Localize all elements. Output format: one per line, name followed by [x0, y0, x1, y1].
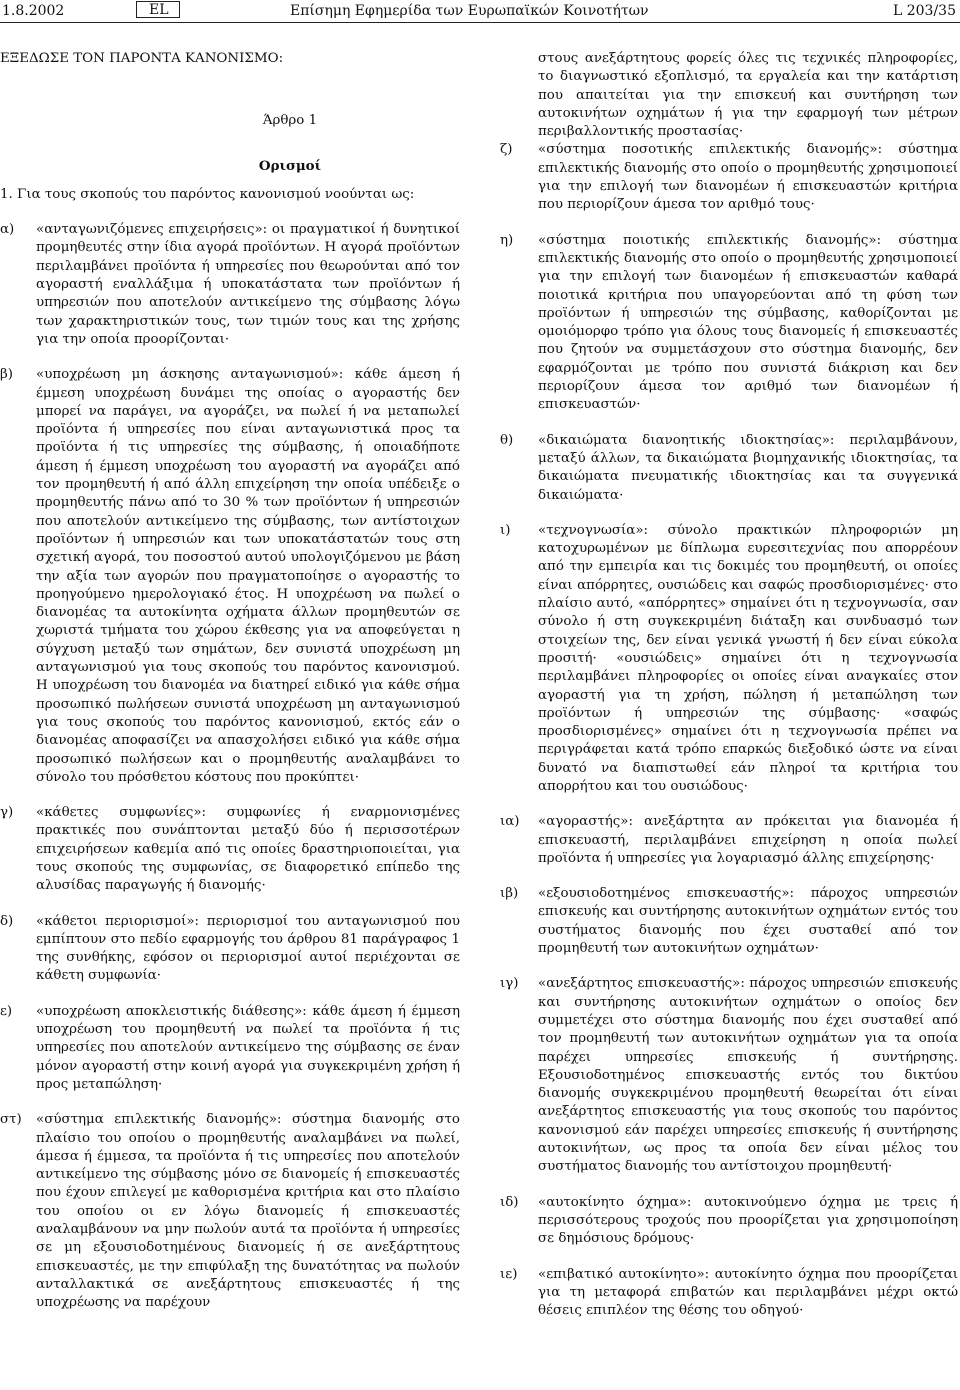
journal-title: Επίσημη Εφημερίδα των Ευρωπαϊκών Κοινοτήτων — [290, 3, 649, 19]
left-column — [0, 50, 460, 1313]
definition-st — [0, 1111, 460, 1312]
definition-label: δ) — [0, 913, 14, 929]
definition-iota — [500, 522, 958, 796]
article-number: Άρθρο 1 — [262, 113, 318, 129]
definition-label: στ) — [0, 1112, 22, 1128]
definition-label: α) — [0, 222, 15, 238]
definition-ib — [500, 885, 958, 958]
header-date: 1.8.2002 — [2, 3, 65, 19]
definition-text: «σύστημα ποσοτικής επιλεκτικής διανομής»: σύστημα επιλεκτικής διανομής στο οποίο ο προμηθευτής χρησιμοποιεί για την επιλογή των διανομέων ή επισκευαστών κριτήρια που περιορίζουν άμεσα τον αριθμό τους· — [538, 142, 958, 213]
definition-label: ιδ) — [500, 1194, 519, 1210]
definition-label: ιβ) — [500, 886, 519, 902]
definition-label: ε) — [0, 1003, 13, 1019]
definition-ie — [500, 1266, 958, 1321]
definition-label: β) — [0, 367, 13, 383]
definition-text: «κάθετοι περιορισμοί»: περιορισμοί του ανταγωνισμού που εμπίπτουν στο πεδίο εφαρμογής του άρθρου 81 παράγραφος 1 της συνθήκης, εφόσον οι περιορισμοί αυτοί περιέχονται σε κάθετη συμφωνία· — [36, 913, 460, 984]
definition-label: ια) — [500, 814, 520, 830]
definition-th — [500, 432, 958, 505]
definition-text: «επιβατικό αυτοκίνητο»: αυτοκίνητο όχημα που προορίζεται για τη μεταφορά επιβατών και περιλαμβάνει μέχρι οκτώ θέσεις επιπλέον της θέσης του οδηγού· — [538, 1266, 958, 1319]
definition-ia — [500, 813, 958, 868]
definition-id — [500, 1194, 958, 1249]
definition-text: «υποχρέωση μη άσκησης ανταγωνισμού»: κάθε άμεση ή έμμεση υποχρέωση δυνάμει της οποίας ο αγοραστής δεν μπορεί να παράγει, να αγοράζει, να πωλεί ή να μεταπωλεί προϊόντα ή υπηρεσίες που είναι ανταγωνιστικά προς τα προϊόντα ή τις υπηρεσίες της σύμβασης, ή οποιαδήποτε άμεση ή έμμεση υποχρέωση του αγοραστή να αγοράζει από τον προμηθευτή ή από άλλη επιχείρηση την οποία υπέδειξε ο προμηθευτής πάνω από το 30 % των προϊόντων ή υπηρεσιών που αποτελούν αντικείμενο της σύμβασης, των αντίστοιχων προϊόντων ή υπηρεσιών και των υποκατάστατών τους στη σχετική αγορά, του ποσοστού αυτού υπολογιζόμενου με βάση την αξία των αγορών που πραγματοποίησε ο αγοραστής το προηγούμενο ημερολογιακό έτος. Η υποχρέωση να πωλεί ο διανομέας τα αυτοκίνητα οχήματα άλλων προμηθευτών σε χωριστά τμήματα του χώρου έκθεσης για να αποφεύγεται η σύγχυση μεταξύ των σημάτων, δεν συνιστά υποχρέωση μη ανταγωνισμού για τους σκοπούς του παρόντος κανονισμού. Η υποχρέωση του διανομέα να διατηρεί ειδικό για κάθε σήμα προσωπικό πωλήσεων συνιστά υποχρέωση μη ανταγωνισμού για τους σκοπούς του παρόντος κανονισμού, εκτός εάν ο διανομέας αποφασίζει να απασχολήσει ειδικό για κάθε σήμα προσωπικό πωλήσεων και ο προμηθευτής αναλαμβάνει το σύνολο του πρόσθετου κόστους που προκύπτει· — [36, 367, 460, 785]
definition-text: «εξουσιοδοτημένος επισκευαστής»: πάροχος υπηρεσιών επισκευής και συντήρησης αυτοκινήτων οχημάτων εντός του συστήματος διανομής που έχει συσταθεί από τον προμηθευτή των αυτοκινήτων οχημάτων· — [538, 886, 958, 957]
definition-label: ιγ) — [500, 976, 519, 992]
definition-label: ιε) — [500, 1266, 518, 1282]
paragraph-1: 1. Για τους σκοπούς του παρόντος κανονισμού νοούνται ως: — [0, 186, 415, 202]
right-column — [500, 50, 958, 1320]
definition-a — [0, 221, 460, 349]
article-heading: Ορισμοί — [258, 157, 322, 174]
definition-ig — [500, 975, 958, 1176]
definition-c — [0, 804, 460, 895]
definition-i — [500, 232, 958, 415]
definition-label: ι) — [500, 522, 511, 538]
journal-header — [0, 0, 960, 23]
definition-b — [0, 366, 460, 787]
definition-text: «υποχρέωση αποκλειστικής διάθεσης»: κάθε άμεση ή έμμεση υποχρέωση του προμηθευτή να πωλεί τα προϊόντα ή τις υπηρεσίες που αποτελούν αντικείμενο της σύμβασης σε έναν μόνον αγοραστή στην κοινή αγορά για συγκεκριμένη χρήση ή προς μεταπώληση· — [36, 1003, 460, 1092]
definition-d — [0, 913, 460, 986]
definition-text: «ανταγωνιζόμενες επιχειρήσεις»: οι πραγματικοί ή δυνητικοί προμηθευτές στην ίδια αγορά προϊόντων. Η αγορά προϊόντων περιλαμβάνει προϊόντα ή υπηρεσίες που θεωρούνται από τον αγοραστή εναλλάξιμα ή υποκατάστατα των προϊόντων ή υπηρεσιών που αποτελούν αντικείμενο της σύμβασης λόγω των χαρακτηριστικών τους, των τιμών τους και της χρήσης για την οποία προορίζονται· — [36, 222, 460, 347]
definition-text: «αυτοκίνητο όχημα»: αυτοκινούμενο όχημα με τρεις ή περισσότερους τροχούς που προορίζεται για χρησιμοποίηση σε δημόσιους δρόμους· — [538, 1194, 958, 1247]
definition-text: «κάθετες συμφωνίες»: συμφωνίες ή εναρμονισμένες πρακτικές που συνάπτονται μεταξύ δύο ή περισσοτέρων επιχειρήσεων καθεμία από τις οποίες δραστηριοποιείται, για τους σκοπούς της συμφωνίας, σε διαφορετικό επίπεδο της αλυσίδας παραγωγής ή διανομής· — [36, 805, 460, 894]
definition-text: «σύστημα ποιοτικής επιλεκτικής διανομής»: σύστημα επιλεκτικής διανομής στο οποίο ο προμηθευτής χρησιμοποιεί για την επιλογή των διανομέων ή επισκευαστών καθαρά ποιοτικά κριτήρια που υπαγορεύονται από τη φύση των προϊόντων ή υπηρεσιών της σύμβασης, καθορίζονται με ομοιόμορφο τρόπο για όλους τους διανομείς ή επισκευαστές που ζητούν να συμμετάσχουν στο σύστημα διανομής, δεν εφαρμόζονται με τρόπο που συνιστά διάκριση και δεν περιορίζουν άμεσα τον αριθμό των διανομέων ή επισκευαστών· — [538, 232, 958, 413]
page-reference: L 203/35 — [893, 3, 956, 19]
definition-text: «δικαιώματα διανοητικής ιδιοκτησίας»: περιλαμβάνουν, μεταξύ άλλων, τα δικαιώματα βιομηχανικής ιδιοκτησίας, τα δικαιώματα πνευματικής ιδιοκτησίας και τα συγγενικά δικαιώματα· — [538, 432, 958, 503]
definition-text: «σύστημα επιλεκτικής διανομής»: σύστημα διανομής στο πλαίσιο του οποίου ο προμηθευτής αναλαμβάνει να πωλεί, άμεσα ή έμμεσα, τα προϊόντα ή τις υπηρεσίες που αποτελούν αντικείμενο της σύμβασης μόνο σε διανομείς ή επισκευαστές που έχουν επιλεγεί με καθορισμένα κριτήρια και στο πλαίσιο του οποίου οι εν λόγω διανομείς ή επισκευαστές αναλαμβάνουν να μην πωλούν αυτά τα προϊόντα ή υπηρεσίες σε μη εξουσιοδοτημένους διανομείς ή σε ανεξάρτητους επισκευαστές, με την επιφύλαξη της δυνατότητας να πωλούν ανταλλακτικά σε ανεξάρτητους επισκευαστές ή της υποχρέωσης να παρέχουν — [36, 1112, 460, 1311]
definition-label: ζ) — [500, 142, 513, 158]
definition-z — [500, 141, 958, 214]
definition-label: θ) — [500, 432, 514, 448]
language-badge: EL — [136, 1, 180, 18]
definition-st-continuation: στους ανεξάρτητους φορείς όλες τις τεχνικές πληροφορίες, το διαγνωστικό εξοπλισμό, τα εργαλεία και την κατάρτιση που απαιτείται για την επισκευή και συντήρηση των αυτοκινήτων οχημάτων ή για την εφαρμογή των μέτρων περιβαλλοντικής προστασίας· — [538, 51, 958, 140]
definition-label: η) — [500, 232, 514, 248]
definition-text: «αγοραστής»: ανεξάρτητα αν πρόκειται για διανομέα ή επισκευαστή, περιλαμβάνει επιχείρηση η οποία πωλεί προϊόντα ή υπηρεσίες για λογαριασμό άλλης επιχείρησης· — [538, 814, 958, 866]
enacting-formula: ΕΞΕΔΩΣΕ ΤΟΝ ΠΑΡΟΝΤΑ ΚΑΝΟΝΙΣΜΟ: — [0, 51, 284, 66]
definition-text: «ανεξάρτητος επισκευαστής»: πάροχος υπηρεσιών επισκευής και συντήρησης αυτοκινήτων οχημάτων ο οποίος δεν συμμετέχει στο σύστημα διανομής που έχει συσταθεί από τον προμηθευτή των αυτοκινήτων οχημάτων για τα οποία παρέχει υπηρεσίες επισκευής ή συντήρησης. Εξουσιοδοτημένος επισκευαστής εντός του δικτύου διανομής συγκεκριμένου προμηθευτή θεωρείται ότι είναι ανεξάρτητος επισκευαστής για τους σκοπούς του παρόντος κανονισμού εάν παρέχει υπηρεσίες επισκευής ή συντήρησης αυτοκινήτων, ως προς τα οποία δεν είναι μέλος του συστήματος διανομής του αντίστοιχου προμηθευτή· — [538, 976, 958, 1175]
definition-e — [0, 1003, 460, 1094]
definition-label: γ) — [0, 805, 14, 821]
definition-text: «τεχνογνωσία»: σύνολο πρακτικών πληροφοριών μη κατοχυρωμένων με δίπλωμα ευρεσιτεχνίας που απορρέουν από την εμπειρία και τις δοκιμές του προμηθευτή, οι οποίες είναι απόρρητες, ουσιώδεις και σαφώς προσδιορισμένες· στο πλαίσιο αυτό, «απόρρητες» σημαίνει ότι η τεχνογνωσία, σαν σύνολο ή στη συγκεκριμένη διάταξη και συνδυασμό των στοιχείων της, δεν είναι γενικά γνωστή ή δεν είναι εύκολα προσιτή· «ουσιώδεις» σημαίνει ότι η τεχνογνωσία περιλαμβάνει πληροφορίες οι οποίες είναι αναγκαίες στον αγοραστή για τη χρήση, πώληση ή μεταπώληση των προϊόντων ή υπηρεσιών της σύμβασης· «σαφώς προσδιορισμένες» σημαίνει ότι η τεχνογνωσία πρέπει να περιγράφεται κατά τρόπο επαρκώς διεξοδικό ώστε να είναι δυνατό να διαπιστωθεί εάν πληροί τα κριτήρια του απορρήτου και του ουσιώδους· — [538, 522, 958, 794]
